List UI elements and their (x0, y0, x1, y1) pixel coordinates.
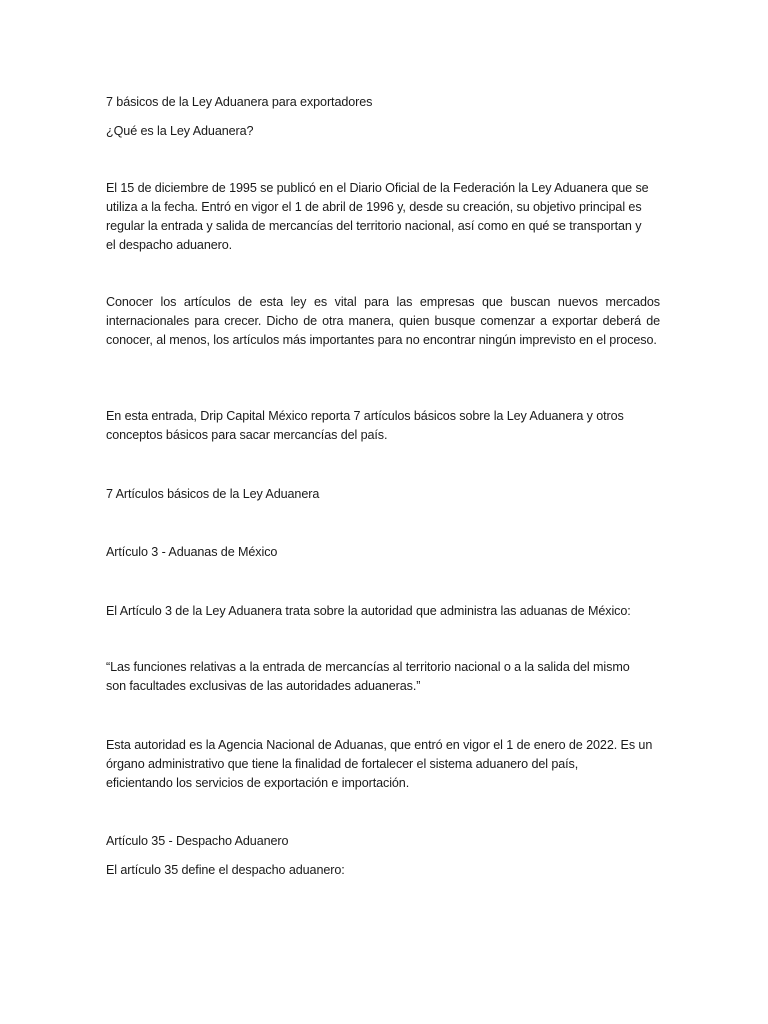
text-line: órgano administrativo que tiene la finalidad de fortalecer el sistema aduanero del país, (106, 757, 579, 771)
importance-paragraph: Conocer los artículos de esta ley es vital para las empresas que buscan nuevos mercados internacionales para crecer. Dicho de otra manera, quien busque comenzar a exportar deberá de conocer, al menos, los artículos más importantes para no encontrar ningún imprevisto en el proceso. (106, 295, 660, 347)
text-line: son facultades exclusivas de las autoridades aduaneras.” (106, 679, 421, 693)
intro-paragraph (106, 179, 662, 255)
document-title: 7 básicos de la Ley Aduanera para exportadores (106, 95, 373, 109)
text-line: El 15 de diciembre de 1995 se publicó en el Diario Oficial de la Federación la Ley Aduanera que se (106, 181, 649, 195)
agency-paragraph (106, 736, 662, 793)
entry-paragraph (106, 407, 662, 445)
text-line: Esta autoridad es la Agencia Nacional de Aduanas, que entró en vigor el 1 de enero de 2022. Es un (106, 738, 653, 752)
article-3-text: El Artículo 3 de la Ley Aduanera trata sobre la autoridad que administra las aduanas de México: (106, 604, 631, 618)
text-line: utiliza a la fecha. Entró en vigor el 1 de abril de 1996 y, desde su creación, su objetivo principal es (106, 200, 642, 214)
section-heading: 7 Artículos básicos de la Ley Aduanera (106, 487, 320, 501)
article-35-text: El artículo 35 define el despacho aduanero: (106, 863, 345, 877)
text-line: “Las funciones relativas a la entrada de mercancías al territorio nacional o a la salida del mismo (106, 660, 630, 674)
article-3-quote (106, 658, 662, 696)
article-3-heading: Artículo 3 - Aduanas de México (106, 545, 278, 559)
text-line: el despacho aduanero. (106, 238, 233, 252)
text-line: eficientando los servicios de exportación e importación. (106, 776, 410, 790)
text-line: conceptos básicos para sacar mercancías del país. (106, 428, 388, 442)
text-line: regular la entrada y salida de mercancías del territorio nacional, así como en qué se transportan y (106, 219, 642, 233)
text-line: En esta entrada, Drip Capital México reporta 7 artículos básicos sobre la Ley Aduanera y otros (106, 409, 624, 423)
article-35-heading: Artículo 35 - Despacho Aduanero (106, 834, 289, 848)
question-heading: ¿Qué es la Ley Aduanera? (106, 124, 254, 138)
